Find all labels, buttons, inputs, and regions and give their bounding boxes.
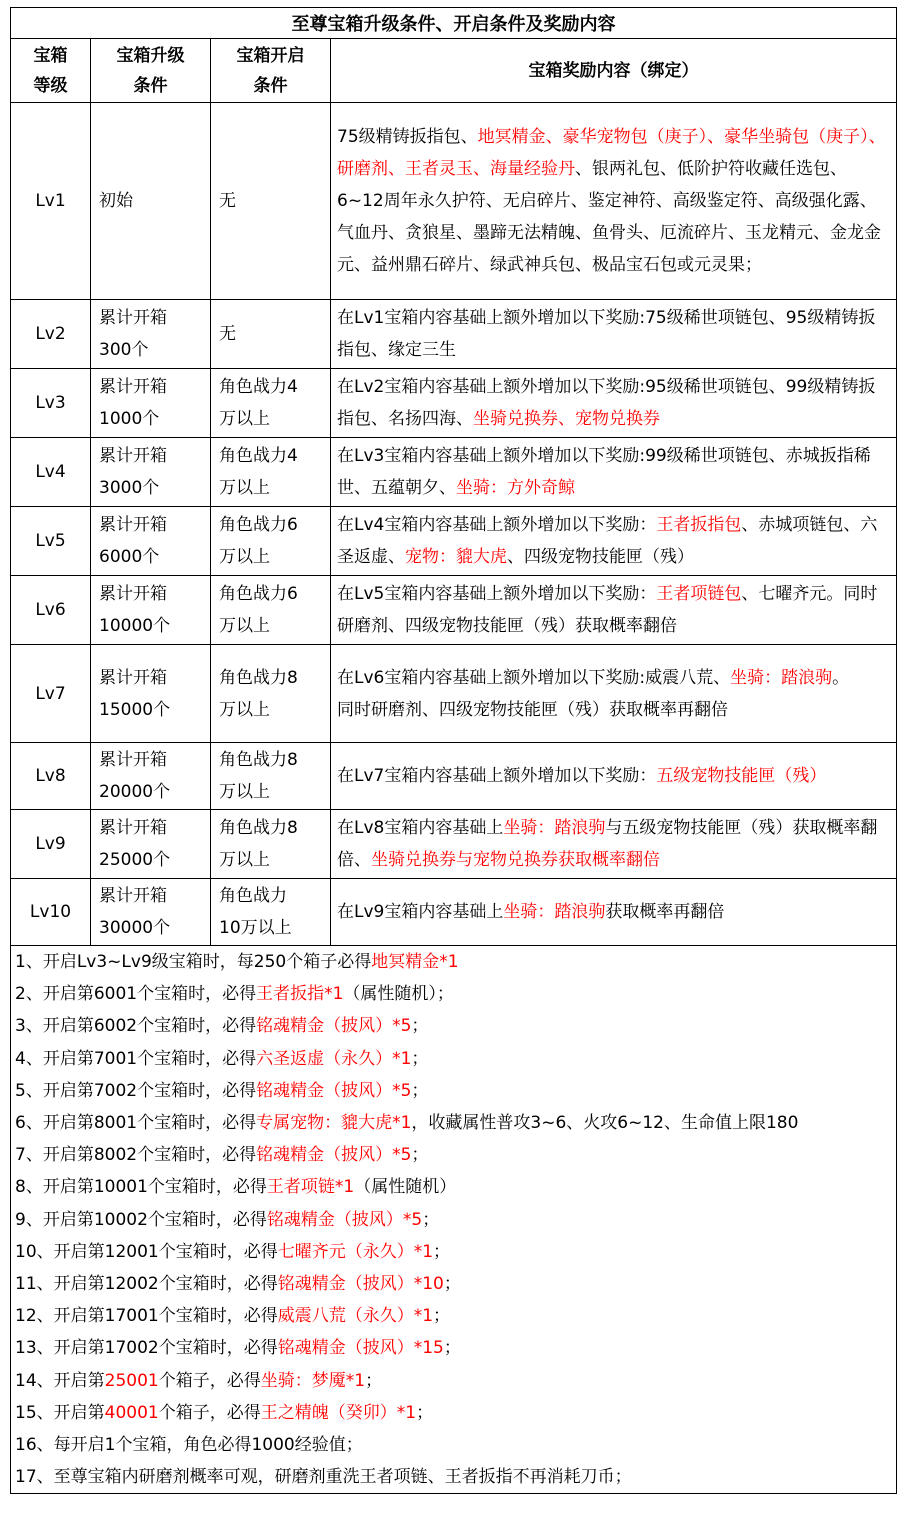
highlight-text: 王者扳指包 bbox=[656, 515, 742, 535]
highlight-text: 40001 bbox=[104, 1402, 159, 1423]
note-text: ； bbox=[422, 1209, 440, 1230]
table-row bbox=[11, 879, 897, 946]
open-condition-cell: 角色战力8 万以上 bbox=[211, 810, 331, 879]
table-row bbox=[11, 743, 897, 810]
level-cell: Lv8 bbox=[11, 743, 91, 810]
highlight-text: 威震八荒（永久）*1 bbox=[277, 1306, 434, 1327]
highlight-text: 坐骑兑换券与宠物兑换券获取概率翻倍 bbox=[371, 850, 660, 870]
level-cell: Lv9 bbox=[11, 810, 91, 879]
reward-cell bbox=[331, 645, 897, 743]
note-item bbox=[15, 946, 892, 978]
note-text: 14、开启第 bbox=[15, 1370, 105, 1391]
open-condition-cell: 角色战力4 万以上 bbox=[211, 438, 331, 507]
note-item bbox=[15, 1171, 892, 1203]
header-level: 宝箱 等级 bbox=[11, 39, 91, 103]
notes-cell bbox=[11, 946, 897, 1494]
notes-row bbox=[11, 946, 897, 1494]
reward-cell bbox=[331, 576, 897, 645]
level-cell: Lv10 bbox=[11, 879, 91, 946]
highlight-text: 五级宠物技能匣（残） bbox=[656, 766, 827, 786]
upgrade-condition-cell: 累计开箱 1000个 bbox=[91, 369, 211, 438]
note-text: ； bbox=[411, 1145, 429, 1166]
reward-cell bbox=[331, 743, 897, 810]
note-text: 9、开启第10002个宝箱时，必得 bbox=[15, 1209, 267, 1230]
open-condition-cell: 角色战力4 万以上 bbox=[211, 369, 331, 438]
note-text: 3、开启第6002个宝箱时，必得 bbox=[15, 1016, 257, 1037]
upgrade-condition-cell: 累计开箱 6000个 bbox=[91, 507, 211, 576]
highlight-text: 王者项链包 bbox=[656, 584, 742, 604]
note-text: 8、开启第10001个宝箱时，必得 bbox=[15, 1177, 267, 1198]
level-cell: Lv1 bbox=[11, 103, 91, 300]
highlight-text: 铭魂精金（披风）*15 bbox=[277, 1338, 444, 1359]
note-text: 2、开启第6001个宝箱时，必得 bbox=[15, 984, 257, 1005]
highlight-text: 铭魂精金（披风）*5 bbox=[256, 1080, 412, 1101]
highlight-text: 坐骑兑换券、宠物兑换券 bbox=[473, 409, 660, 429]
note-text: 11、开启第12002个宝箱时，必得 bbox=[15, 1274, 278, 1295]
reward-text: 在Lv2宝箱内容基础上额外增加以下奖励:95级稀世项链包、99级精铸扳指包、名扬四海、 bbox=[337, 377, 876, 429]
reward-cell bbox=[331, 810, 897, 879]
reward-text: 与五级宠物技能匣（残）获取概率翻倍、 bbox=[337, 818, 878, 870]
reward-text: 在Lv7宝箱内容基础上额外增加以下奖励： bbox=[337, 766, 657, 786]
highlight-text: 王者扳指*1 bbox=[256, 984, 344, 1005]
note-item bbox=[15, 1397, 892, 1429]
upgrade-condition-cell: 累计开箱 3000个 bbox=[91, 438, 211, 507]
note-text: 12、开启第17001个宝箱时，必得 bbox=[15, 1306, 278, 1327]
note-item bbox=[15, 1010, 892, 1042]
upgrade-condition-cell: 累计开箱 10000个 bbox=[91, 576, 211, 645]
open-condition-cell: 角色战力6 万以上 bbox=[211, 576, 331, 645]
highlight-text: 地冥精金、豪华宠物包（庚子）、豪华坐骑包（庚子）、研磨剂、王者灵玉、海量经验丹 bbox=[337, 127, 886, 179]
reward-text: 获取概率再翻倍 bbox=[605, 902, 725, 922]
note-text: ； bbox=[433, 1241, 451, 1262]
highlight-text: 王之精魄（癸卯）*1 bbox=[260, 1402, 417, 1423]
header-reward: 宝箱奖励内容（绑定） bbox=[331, 39, 897, 103]
note-text: ，收藏属性普攻3~6、火攻6~12、生命值上限180 bbox=[411, 1113, 799, 1134]
highlight-text: 地冥精金*1 bbox=[371, 952, 459, 972]
note-text: 16、每开启1个宝箱，角色必得1000经验值； bbox=[15, 1435, 363, 1456]
note-item bbox=[15, 978, 892, 1010]
note-text: ； bbox=[411, 1016, 429, 1037]
upgrade-condition-cell: 累计开箱 25000个 bbox=[91, 810, 211, 879]
note-text: ； bbox=[365, 1370, 383, 1391]
open-condition-cell: 角色战力 10万以上 bbox=[211, 879, 331, 946]
reward-table bbox=[10, 7, 897, 1494]
note-text: 10、开启第12001个宝箱时，必得 bbox=[15, 1241, 278, 1262]
reward-text: 、赤城项链包、六圣返虚、 bbox=[337, 515, 878, 567]
note-text: 7、开启第8002个宝箱时，必得 bbox=[15, 1145, 257, 1166]
note-text: ； bbox=[433, 1306, 451, 1327]
highlight-text: 专属宠物：貔大虎*1 bbox=[256, 1113, 412, 1134]
note-item bbox=[15, 1236, 892, 1268]
note-text: 5、开启第7002个宝箱时，必得 bbox=[15, 1080, 257, 1101]
reward-text: 在Lv5宝箱内容基础上额外增加以下奖励： bbox=[337, 584, 657, 604]
upgrade-condition-cell: 累计开箱 15000个 bbox=[91, 645, 211, 743]
highlight-text: 铭魂精金（披风）*5 bbox=[266, 1209, 423, 1230]
reward-text: 在Lv3宝箱内容基础上额外增加以下奖励:99级稀世项链包、赤城扳指稀世、五蕴朝夕、 bbox=[337, 446, 871, 498]
highlight-text: 坐骑：梦魇*1 bbox=[260, 1370, 366, 1391]
note-text: ； bbox=[411, 1080, 429, 1101]
highlight-text: 六圣返虚（永久）*1 bbox=[256, 1048, 412, 1069]
highlight-text: 25001 bbox=[104, 1370, 159, 1391]
note-item bbox=[15, 1332, 892, 1364]
reward-cell bbox=[331, 103, 897, 300]
level-cell: Lv4 bbox=[11, 438, 91, 507]
table-row bbox=[11, 645, 897, 743]
reward-cell bbox=[331, 879, 897, 946]
note-item bbox=[15, 1268, 892, 1300]
open-condition-cell: 角色战力8 万以上 bbox=[211, 645, 331, 743]
note-text: 个箱子，必得 bbox=[158, 1370, 261, 1391]
note-text: ； bbox=[443, 1274, 461, 1295]
reward-text: 在Lv6宝箱内容基础上额外增加以下奖励:威震八荒、 bbox=[337, 667, 731, 688]
note-text: 17、至尊宝箱内研磨剂概率可观，研磨剂重洗王者项链、王者扳指不再消耗刀币； bbox=[15, 1467, 632, 1488]
reward-cell bbox=[331, 369, 897, 438]
reward-text: 、四级宠物技能匣（残） bbox=[507, 547, 694, 567]
level-cell: Lv6 bbox=[11, 576, 91, 645]
highlight-text: 宠物：貔大虎 bbox=[405, 547, 507, 567]
upgrade-condition-cell: 累计开箱 20000个 bbox=[91, 743, 211, 810]
open-condition-cell: 角色战力8 万以上 bbox=[211, 743, 331, 810]
header-row bbox=[11, 39, 897, 103]
table-row bbox=[11, 810, 897, 879]
note-text: 4、开启第7001个宝箱时，必得 bbox=[15, 1048, 257, 1069]
note-text: 13、开启第17002个宝箱时，必得 bbox=[15, 1338, 278, 1359]
reward-text: 在Lv1宝箱内容基础上额外增加以下奖励:75级稀世项链包、95级精铸扳指包、缘定三生 bbox=[337, 308, 876, 360]
note-item bbox=[15, 1075, 892, 1107]
note-text: （属性随机）； bbox=[343, 984, 454, 1005]
note-item bbox=[15, 1461, 892, 1493]
highlight-text: 铭魂精金（披风）*10 bbox=[277, 1274, 444, 1295]
table-title: 至尊宝箱升级条件、开启条件及奖励内容 bbox=[11, 8, 897, 39]
highlight-text: 坐骑：方外奇鲸 bbox=[456, 478, 575, 498]
highlight-text: 坐骑：踏浪驹 bbox=[503, 818, 606, 838]
note-item bbox=[15, 1300, 892, 1332]
note-item bbox=[15, 1139, 892, 1171]
reward-cell bbox=[331, 300, 897, 369]
open-condition-cell: 无 bbox=[211, 103, 331, 300]
reward-cell bbox=[331, 507, 897, 576]
level-cell: Lv7 bbox=[11, 645, 91, 743]
note-item bbox=[15, 1107, 892, 1139]
note-item bbox=[15, 1043, 892, 1075]
note-text: 1、开启Lv3~Lv9级宝箱时，每250个箱子必得 bbox=[15, 952, 372, 972]
reward-text: 在Lv9宝箱内容基础上 bbox=[337, 902, 504, 922]
note-item bbox=[15, 1365, 892, 1397]
highlight-text: 坐骑：踏浪驹 bbox=[730, 667, 833, 688]
note-text: ； bbox=[411, 1048, 429, 1069]
header-upgrade-condition: 宝箱升级 条件 bbox=[91, 39, 211, 103]
table-row bbox=[11, 576, 897, 645]
note-text: ； bbox=[443, 1338, 461, 1359]
note-item bbox=[15, 1204, 892, 1236]
upgrade-condition-cell: 累计开箱 30000个 bbox=[91, 879, 211, 946]
reward-text: 。 同时研磨剂、四级宠物技能匣（残）获取概率再翻倍 bbox=[337, 667, 850, 720]
note-text: ； bbox=[416, 1402, 434, 1423]
reward-cell bbox=[331, 438, 897, 507]
note-text: 15、开启第 bbox=[15, 1402, 105, 1423]
header-open-condition: 宝箱开启 条件 bbox=[211, 39, 331, 103]
reward-text: 75级精铸扳指包、 bbox=[337, 127, 478, 147]
highlight-text: 铭魂精金（披风）*5 bbox=[256, 1145, 412, 1166]
reward-text: 在Lv4宝箱内容基础上额外增加以下奖励： bbox=[337, 515, 657, 535]
note-text: 个箱子，必得 bbox=[158, 1402, 261, 1423]
highlight-text: 铭魂精金（披风）*5 bbox=[256, 1016, 412, 1037]
table-row bbox=[11, 507, 897, 576]
level-cell: Lv3 bbox=[11, 369, 91, 438]
highlight-text: 王者项链*1 bbox=[266, 1177, 355, 1198]
upgrade-condition-cell: 初始 bbox=[91, 103, 211, 300]
table-row bbox=[11, 300, 897, 369]
level-cell: Lv5 bbox=[11, 507, 91, 576]
upgrade-condition-cell: 累计开箱 300个 bbox=[91, 300, 211, 369]
note-text: 6、开启第8001个宝箱时，必得 bbox=[15, 1113, 257, 1134]
level-cell: Lv2 bbox=[11, 300, 91, 369]
reward-text: 、银两礼包、低阶护符收藏任选包、6~12周年永久护符、无启碎片、鉴定神符、高级鉴定符、高级强化露、气血丹、贪狼星、墨蹄无法精魄、鱼骨头、厄流碎片、玉龙精元、金龙金元、益州鼎石碎片、绿武神兵包、极品宝石包或元灵果； bbox=[337, 159, 881, 275]
table-row bbox=[11, 103, 897, 300]
highlight-text: 坐骑：踏浪驹 bbox=[503, 902, 606, 922]
reward-text: 在Lv8宝箱内容基础上 bbox=[337, 818, 504, 838]
note-text: （属性随机） bbox=[354, 1177, 457, 1198]
open-condition-cell: 无 bbox=[211, 300, 331, 369]
highlight-text: 七曜齐元（永久）*1 bbox=[277, 1241, 434, 1262]
reward-text: 、七曜齐元。同时研磨剂、四级宠物技能匣（残）获取概率翻倍 bbox=[337, 584, 878, 636]
table-row bbox=[11, 369, 897, 438]
table-row bbox=[11, 438, 897, 507]
open-condition-cell: 角色战力6 万以上 bbox=[211, 507, 331, 576]
note-item bbox=[15, 1429, 892, 1461]
